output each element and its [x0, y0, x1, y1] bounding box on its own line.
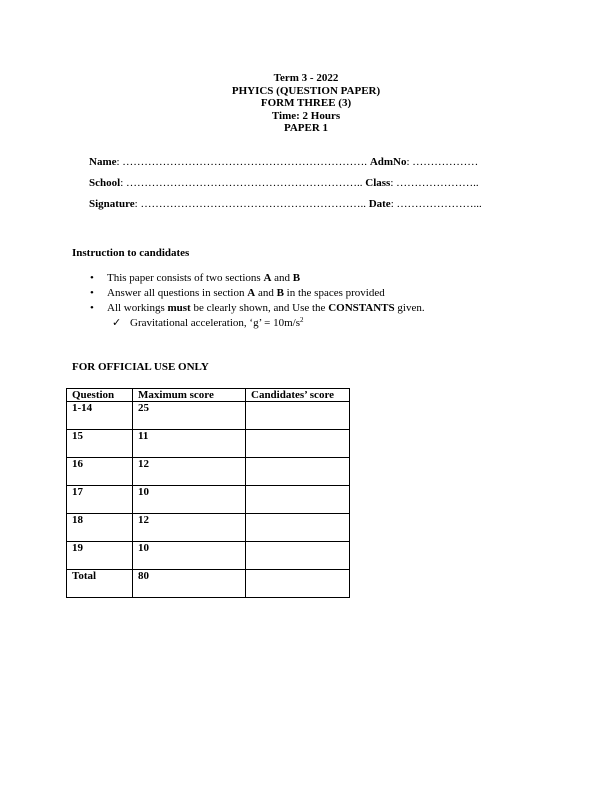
name-row — [89, 156, 478, 168]
max-score-cell: 12 — [133, 514, 246, 542]
table-header-row — [67, 389, 350, 402]
name-label: Name — [89, 156, 117, 168]
max-score-cell: 10 — [133, 542, 246, 570]
signature-label: Signature — [89, 198, 135, 210]
question-cell: Total — [67, 570, 133, 598]
bullet-icon: • — [90, 272, 94, 284]
admno-blank: : ……………… — [406, 156, 479, 168]
time-line: Time: 2 Hours — [271, 109, 341, 122]
term-line: Term 3 - 2022 — [273, 72, 339, 84]
table-row-total — [67, 570, 350, 598]
max-score-cell: 25 — [133, 402, 246, 430]
form-line: FORM THREE (3) — [260, 97, 352, 109]
table-row — [67, 430, 350, 458]
question-cell: 18 — [67, 514, 133, 542]
question-cell: 16 — [67, 458, 133, 486]
question-cell: 19 — [67, 542, 133, 570]
candidate-score-cell[interactable] — [246, 402, 350, 430]
instructions-title: Instruction to candidates — [72, 247, 190, 259]
signature-row — [89, 198, 482, 210]
constant-item: ✓ Gravitational acceleration, ‘g’ = $10m/s^2$ — [112, 316, 304, 329]
bullet-icon: • — [90, 287, 94, 299]
name-blank: : …………………………………………………………. — [116, 156, 368, 168]
candidate-score-cell[interactable] — [246, 542, 350, 570]
subject-line: PHYICS (QUESTION PAPER) — [231, 84, 381, 97]
class-blank: : ………………….. — [390, 177, 479, 189]
score-table — [66, 388, 350, 598]
instructions-list — [90, 271, 425, 331]
candidate-score-cell[interactable] — [246, 514, 350, 542]
official-use-title: FOR OFFICIAL USE ONLY — [72, 361, 209, 373]
candidate-score-cell[interactable] — [246, 486, 350, 514]
candidate-score-cell[interactable] — [246, 430, 350, 458]
exam-header — [0, 72, 612, 135]
column-header-candidates-score: Candidates’ score — [246, 389, 350, 402]
table-row — [67, 542, 350, 570]
max-score-cell: 12 — [133, 458, 246, 486]
paper-line: PAPER 1 — [283, 122, 329, 134]
class-label: Class — [365, 177, 391, 189]
max-score-cell: 10 — [133, 486, 246, 514]
bullet-icon: • — [90, 302, 94, 314]
instruction-item: • All workings must be clearly shown, and Use the CONSTANTS given. — [90, 302, 425, 314]
question-cell: 17 — [67, 486, 133, 514]
question-cell: 1-14 — [67, 402, 133, 430]
candidate-score-cell[interactable] — [246, 570, 350, 598]
school-label: School — [89, 177, 121, 189]
checkmark-icon: ✓ — [112, 317, 122, 329]
signature-blank: : …………………………………………………….. — [134, 198, 366, 210]
school-blank: : ……………………………………………………….. — [120, 177, 363, 189]
column-header-question: Question — [67, 389, 133, 402]
admno-label: AdmNo — [369, 156, 407, 168]
question-cell: 15 — [67, 430, 133, 458]
instruction-item: • This paper consists of two sections A and B — [90, 272, 301, 284]
max-score-cell: 11 — [133, 430, 246, 458]
max-score-cell: 80 — [133, 570, 246, 598]
table-row — [67, 402, 350, 430]
school-row — [89, 177, 479, 189]
date-blank: : …………………... — [390, 198, 482, 210]
column-header-max-score: Maximum score — [133, 389, 246, 402]
table-row — [67, 486, 350, 514]
date-label: Date — [368, 198, 391, 210]
candidate-score-cell[interactable] — [246, 458, 350, 486]
table-row — [67, 514, 350, 542]
table-row — [67, 458, 350, 486]
instruction-item: • Answer all questions in section A and B in the spaces provided — [90, 287, 385, 299]
